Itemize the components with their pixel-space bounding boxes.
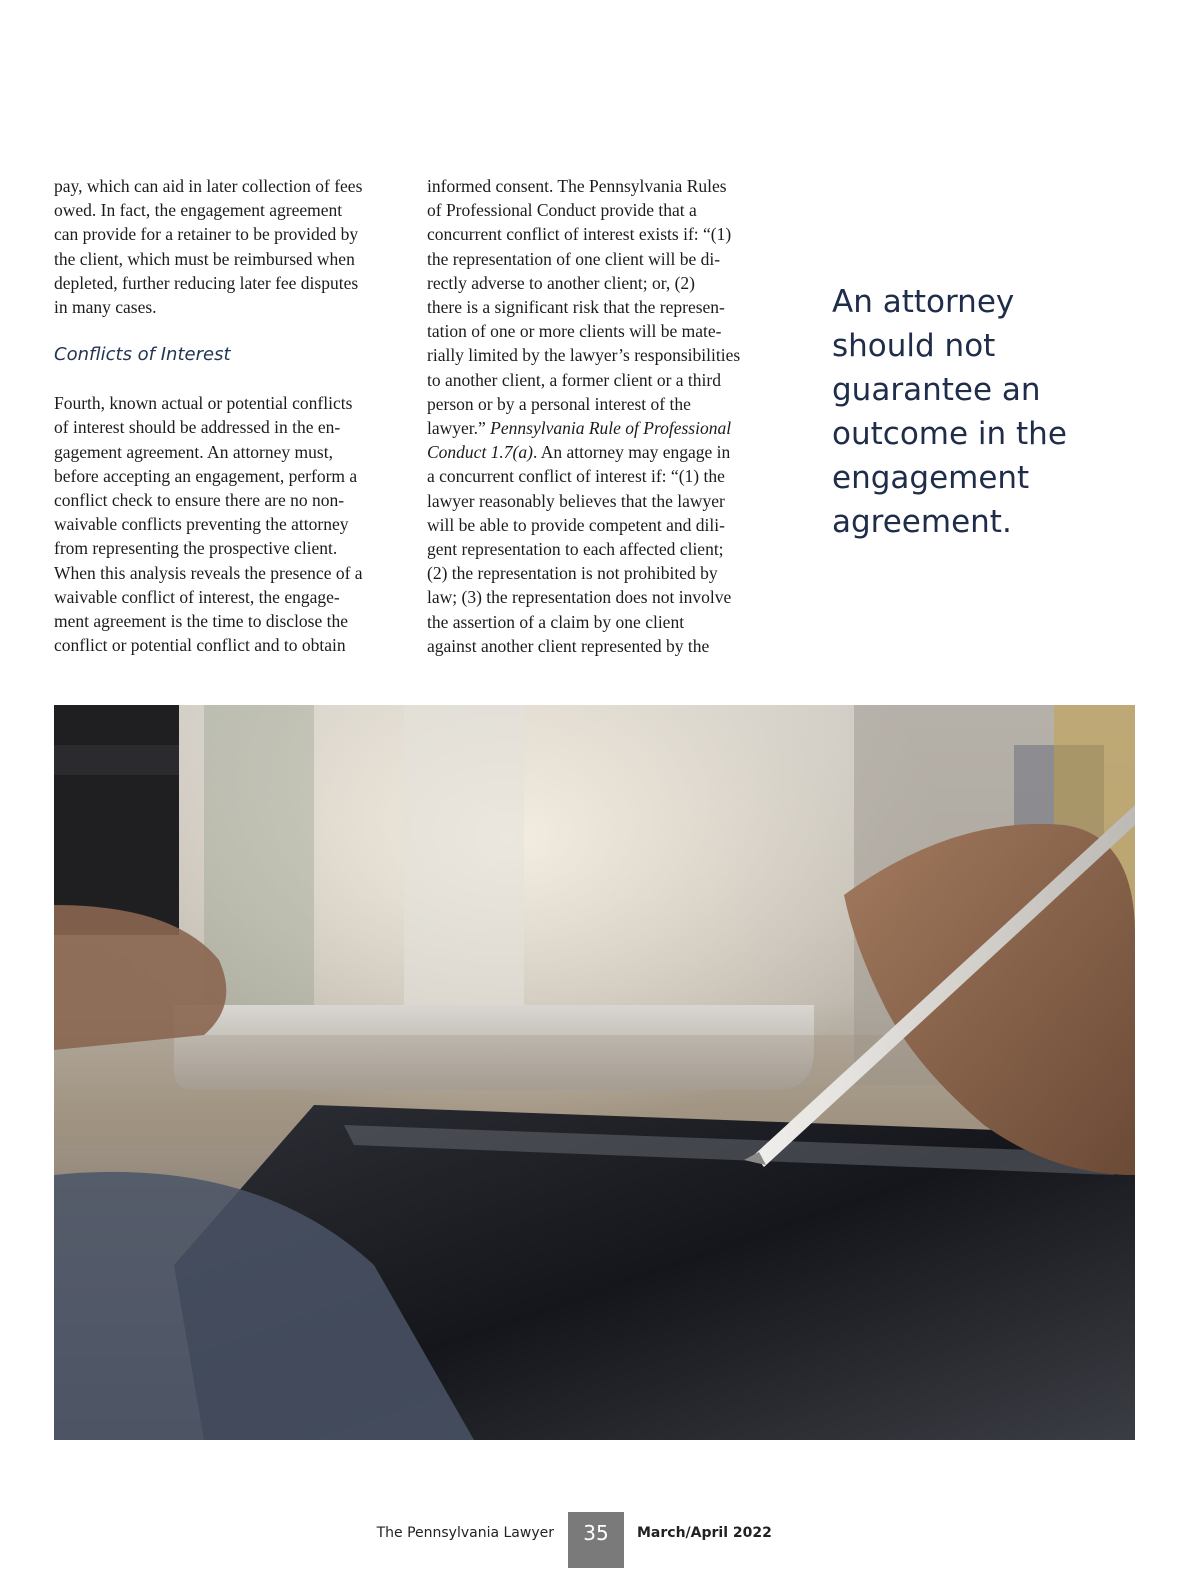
text-line: a concurrent conflict of interest if: “(1) the bbox=[427, 466, 725, 487]
page-number-box bbox=[568, 1512, 624, 1568]
text-line: can provide for a retainer to be provided by bbox=[54, 224, 359, 245]
text-line: to another client, a former client or a third bbox=[427, 369, 721, 390]
pull-quote-line: engagement bbox=[832, 460, 1030, 496]
text-line: of Professional Conduct provide that a bbox=[427, 200, 697, 221]
text-line: there is a significant risk that the represen- bbox=[427, 297, 725, 318]
citation-tail: . An attorney may engage in bbox=[532, 442, 731, 463]
text-line: waivable conflicts preventing the attorney bbox=[54, 514, 349, 535]
citation-rule-name: Pennsylvania Rule of Professional bbox=[490, 418, 732, 439]
section-heading: Conflicts of Interest bbox=[54, 344, 231, 366]
citation-lead: lawyer.” bbox=[427, 418, 491, 439]
text-line: tation of one or more clients will be mate- bbox=[427, 321, 722, 342]
text-line: law; (3) the representation does not involve bbox=[427, 587, 732, 608]
paragraph-conflicts bbox=[54, 391, 399, 657]
text-line: informed consent. The Pennsylvania Rules bbox=[427, 176, 727, 196]
text-line: rectly adverse to another client; or, (2) bbox=[427, 272, 696, 293]
citation-line-1 bbox=[427, 416, 772, 440]
pull-quote-line: An attorney bbox=[832, 284, 1015, 320]
text-line: conflict check to ensure there are no non- bbox=[54, 490, 345, 511]
text-line: lawyer reasonably believes that the lawyer bbox=[427, 490, 725, 511]
page-number: 35 bbox=[583, 1521, 609, 1545]
pull-quote bbox=[832, 280, 1172, 544]
issue-date: March/April 2022 bbox=[637, 1525, 772, 1541]
text-line: gent representation to each affected client; bbox=[427, 539, 724, 560]
text-line: When this analysis reveals the presence of a bbox=[54, 562, 363, 583]
text-line: the representation of one client will be di- bbox=[427, 248, 721, 269]
text-line: from representing the prospective client. bbox=[54, 538, 338, 559]
text-line: waivable conflict of interest, the engage- bbox=[54, 586, 340, 607]
text-line: the assertion of a claim by one client bbox=[427, 611, 685, 632]
text-line: Fourth, known actual or potential conflicts bbox=[54, 393, 353, 414]
text-line: gagement agreement. An attorney must, bbox=[54, 441, 333, 462]
text-line: owed. In fact, the engagement agreement bbox=[54, 200, 343, 221]
text-line: conflict or potential conflict and to obtain bbox=[54, 635, 346, 656]
text-line: rially limited by the lawyer’s responsibilities bbox=[427, 345, 741, 366]
text-line: the client, which must be reimbursed when bbox=[54, 248, 355, 269]
publication-name: The Pennsylvania Lawyer bbox=[376, 1525, 554, 1541]
text-line: ment agreement is the time to disclose the bbox=[54, 611, 349, 632]
text-line: against another client represented by the bbox=[427, 635, 710, 656]
citation-rule-number: Conduct 1.7(a) bbox=[427, 442, 533, 463]
citation-line-2 bbox=[427, 440, 772, 464]
pull-quote-line: outcome in the bbox=[832, 416, 1067, 452]
text-line: (2) the representation is not prohibited by bbox=[427, 563, 718, 584]
photo-illustration bbox=[54, 705, 1135, 1440]
paragraph-fees bbox=[54, 174, 399, 319]
text-line: pay, which can aid in later collection of fees bbox=[54, 176, 363, 196]
text-line: will be able to provide competent and dili- bbox=[427, 514, 725, 535]
photo-hand-stylus-tablet bbox=[54, 705, 1135, 1440]
text-line: person or by a personal interest of the bbox=[427, 393, 691, 414]
text-line: of interest should be addressed in the en- bbox=[54, 417, 341, 438]
text-line: concurrent conflict of interest exists if: “(1) bbox=[427, 224, 732, 245]
text-line: before accepting an engagement, perform a bbox=[54, 465, 358, 486]
pull-quote-line: should not bbox=[832, 328, 996, 364]
article-column-middle bbox=[427, 174, 772, 658]
text-line: depleted, further reducing later fee disputes bbox=[54, 272, 359, 293]
pull-quote-line: guarantee an bbox=[832, 372, 1041, 408]
pull-quote-line: agreement. bbox=[832, 504, 1012, 540]
article-column-left bbox=[54, 174, 399, 657]
text-line: in many cases. bbox=[54, 297, 157, 318]
page-footer bbox=[0, 1512, 1200, 1568]
